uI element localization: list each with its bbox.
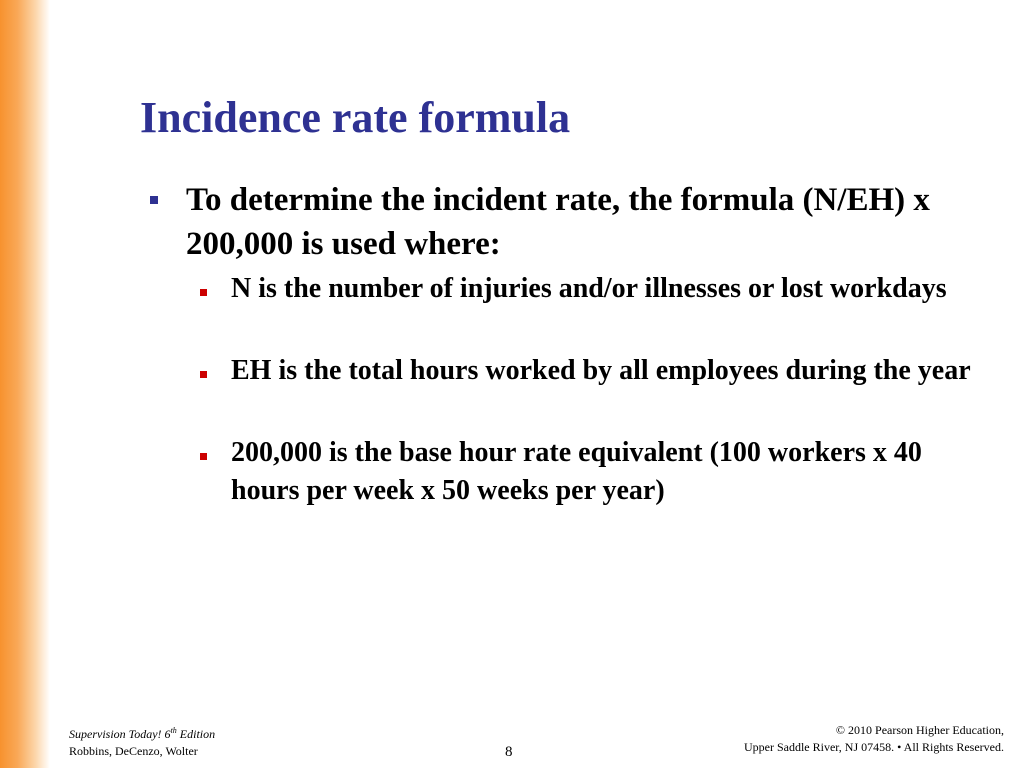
sub-bullet-text-n: N is the number of injuries and/or illnesses or lost workdays — [231, 273, 947, 304]
copyright-line-1: © 2010 Pearson Higher Education, — [835, 723, 1004, 737]
sub-bullet-square-icon — [200, 371, 207, 378]
copyright-line-2: Upper Saddle River, NJ 07458. • All Rights Reserved. — [743, 740, 1004, 754]
bullet-square-icon — [150, 196, 158, 204]
decorative-side-bar — [0, 0, 50, 768]
footer-copyright — [744, 722, 1004, 756]
footer-authors: Robbins, DeCenzo, Wolter — [69, 744, 198, 758]
sub-bullet-text-eh: EH is the total hours worked by all employees during the year — [231, 355, 971, 386]
footer-book-title — [69, 722, 215, 743]
main-bullet-text: To determine the incident rate, the formula (N/EH) x 200,000 is used where: — [186, 182, 930, 262]
footer-book-info — [69, 722, 215, 760]
book-title-prefix: Supervision Today! 6 — [69, 727, 171, 741]
book-title-suffix: Edition — [176, 727, 216, 741]
sub-bullet-square-icon — [200, 453, 207, 460]
book-title-sup: th — [170, 726, 177, 735]
page-number: 8 — [505, 744, 513, 760]
sub-bullet-square-icon — [200, 289, 207, 296]
sub-bullet-text-base-rate: 200,000 is the base hour rate equivalent (100 workers x 40 hours per week x 50 weeks per year) — [231, 437, 922, 506]
slide-title: Incidence rate formula — [140, 93, 571, 142]
